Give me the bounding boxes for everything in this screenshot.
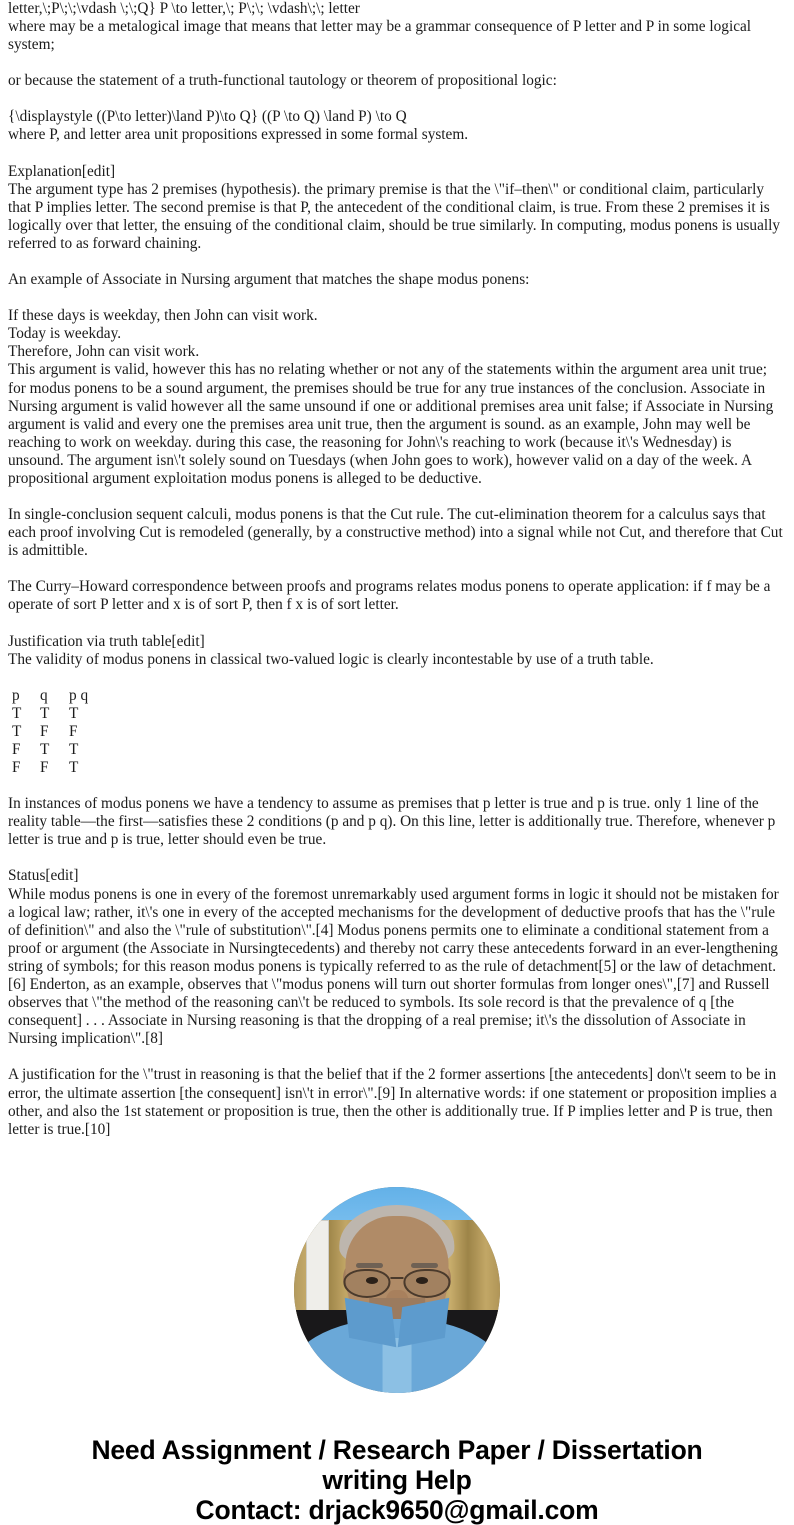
promo-footer bbox=[8, 1435, 786, 1525]
truth-cell: F bbox=[12, 741, 21, 758]
spacer bbox=[8, 145, 786, 163]
avatar-glasses-bridge bbox=[391, 1277, 404, 1279]
example-intro: An example of Associate in Nursing argument that matches the shape modus ponens: bbox=[8, 271, 530, 289]
truth-cell: T bbox=[12, 704, 22, 722]
justification-heading: Justification via truth table[edit] bbox=[8, 632, 205, 650]
truth-table-body bbox=[12, 705, 107, 777]
truth-table bbox=[12, 687, 107, 777]
explanation-heading: Explanation[edit] bbox=[8, 162, 116, 180]
justification-trust-paragraph: A justification for the \"trust in reasoning is that the belief that if the 2 former assertions [the antecedents] don\'t seem to be in error, the ultimate assertion [the consequent] isn\'t in error\".[9] In alternative words: if one statement or proposition implies a other, and also the 1st statement or proposition is true, then the other is additionally true. If P implies letter and P is true, then letter is true.[10] bbox=[8, 1066, 777, 1138]
photo-block bbox=[8, 1187, 786, 1393]
promo-line-3: Contact: drjack9650@gmail.com bbox=[195, 1494, 599, 1525]
top-latex-fragment: letter,\;P\;\;\vdash \;\;Q} P \to letter,\; P\;\; \vdash\;\; letter bbox=[8, 0, 360, 17]
justification-intro: The validity of modus ponens in classical two-valued logic is clearly incontestable by use of a truth table. bbox=[8, 650, 654, 668]
truth-table-header-p: p bbox=[12, 686, 20, 704]
formula-note: where P, and letter area unit propositions expressed in some formal system. bbox=[8, 126, 469, 144]
truth-table-paragraph: In instances of modus ponens we have a tendency to assume as premises that p letter is true and p is true. only 1 line of the reality table—the first—satisfies these 2 conditions (p and p q). On this line, letter is additionally true. Therefore, whenever p letter is true and p is true, letter should even be true. bbox=[8, 795, 776, 849]
truth-cell: F bbox=[12, 759, 21, 777]
table-row bbox=[12, 723, 107, 741]
spacer bbox=[8, 54, 786, 72]
example-conclusion: Therefore, John can visit work. bbox=[8, 343, 200, 361]
spacer bbox=[8, 289, 786, 307]
avatar-glasses-lens-right bbox=[403, 1269, 450, 1298]
displaystyle-formula: {\displaystyle ((P\to letter)\land P)\to Q} ((P \to Q) \land P) \to Q bbox=[8, 108, 407, 126]
validity-paragraph: This argument is valid, however this has no relating whether or not any of the statements within the argument area unit true; for modus ponens to be a sound argument, the premises should be true for any true instances of the conclusion. Associate in Nursing argument is valid however all the same unsound if one or additional premises area unit false; if Associate in Nursing argument is valid and every one the premises area unit true, then the argument is sound. as an example, John may well be reaching to work on weekday. during this case, the reasoning for John\'s reaching to work (because it\'s Wednesday) is unsound. The argument isn\'t solely sound on Tuesdays (when John goes to work), however valid on a day of the week. A propositional argument exploitation modus ponens is alleged to be deductive. bbox=[8, 361, 774, 487]
truth-cell: T bbox=[69, 741, 79, 758]
spacer bbox=[8, 777, 786, 795]
truth-cell: F bbox=[40, 759, 49, 777]
spacer bbox=[8, 253, 786, 271]
spacer bbox=[8, 560, 786, 578]
table-row bbox=[12, 759, 107, 777]
status-heading: Status[edit] bbox=[8, 867, 79, 885]
example-premise-2: Today is weekday. bbox=[8, 325, 122, 343]
spacer bbox=[8, 1048, 786, 1066]
table-row bbox=[12, 741, 107, 759]
truth-table-head bbox=[12, 687, 107, 705]
truth-cell: T bbox=[12, 722, 22, 740]
promo-line-2: writing Help bbox=[322, 1464, 472, 1495]
explanation-paragraph: The argument type has 2 premises (hypothesis). the primary premise is that the \"if–then\" or conditional claim, particularly that P implies letter. The second premise is that P, the antecedent of the conditional claim, is true. From these 2 premises it is logically over that letter, the ensuing of the conditional claim, should be true similarly. In computing, modus ponens is usually referred to as forward chaining. bbox=[8, 180, 781, 252]
metalogical-note: where may be a metalogical image that means that letter may be a grammar consequence of P letter and P in some logical system; bbox=[8, 18, 752, 54]
avatar-glasses-lens-left bbox=[343, 1269, 390, 1298]
example-premise-1: If these days is weekday, then John can visit work. bbox=[8, 307, 318, 325]
avatar-wall-switch-panel bbox=[306, 1220, 329, 1319]
status-paragraph: While modus ponens is one in every of the foremost unremarkably used argument forms in logic it should not be mistaken for a logical law; rather, it\'s one in every of the accepted mechanisms for the development of deductive proofs that has the \"rule of definition\" and also the \"rule of substitution\".[4] Modus ponens permits one to eliminate a conditional statement from a proof or argument (the Associate in Nursingtecedents) and thereby not carry these antecedents forward in an ever-lengthening string of symbols; for this reason modus ponens is typically referred to as the rule of detachment[5] or the law of detachment.[6] Enderton, as an example, observes that \"modus ponens will turn out shorter formulas from longer ones\",[7] and Russell observes that \"the method of the reasoning can\'t be reduced to symbols. Its sole record is that the prevalence of q [the consequent] . . . Associate in Nursing reasoning is that the dropping of a real premise; it\'s the dissolution of Associate in Nursing implication\".[8] bbox=[8, 885, 779, 1048]
spacer bbox=[8, 615, 786, 633]
avatar bbox=[294, 1187, 500, 1393]
spacer bbox=[8, 90, 786, 108]
truth-table-header-row bbox=[12, 687, 107, 705]
promo-line-1: Need Assignment / Research Paper / Dissertation bbox=[91, 1434, 703, 1465]
spacer bbox=[8, 488, 786, 506]
truth-table-header-pq: p q bbox=[69, 686, 89, 704]
truth-cell: T bbox=[40, 741, 50, 758]
truth-cell: T bbox=[69, 759, 79, 777]
truth-cell: T bbox=[69, 704, 79, 722]
truth-cell: T bbox=[40, 704, 50, 722]
avatar-eyebrow-left bbox=[356, 1263, 383, 1268]
truth-table-header-q: q bbox=[40, 686, 48, 704]
table-row bbox=[12, 705, 107, 723]
truth-cell: F bbox=[69, 722, 78, 740]
avatar-eyebrow-right bbox=[411, 1263, 438, 1268]
spacer bbox=[8, 849, 786, 867]
truth-cell: F bbox=[40, 722, 49, 740]
sequent-calculi-paragraph: In single-conclusion sequent calculi, modus ponens is that the Cut rule. The cut-elimination theorem for a calculus says that each proof involving Cut is remodeled (generally, by a constructive method) into a signal while not Cut, and therefore that Cut is admittible. bbox=[8, 506, 783, 560]
spacer bbox=[8, 669, 786, 687]
tautology-intro: or because the statement of a truth-functional tautology or theorem of propositional logic: bbox=[8, 72, 557, 90]
curry-howard-paragraph: The Curry–Howard correspondence between proofs and programs relates modus ponens to operate application: if f may be a operate of sort P letter and x is of sort P, then f x is of sort letter. bbox=[8, 578, 771, 614]
